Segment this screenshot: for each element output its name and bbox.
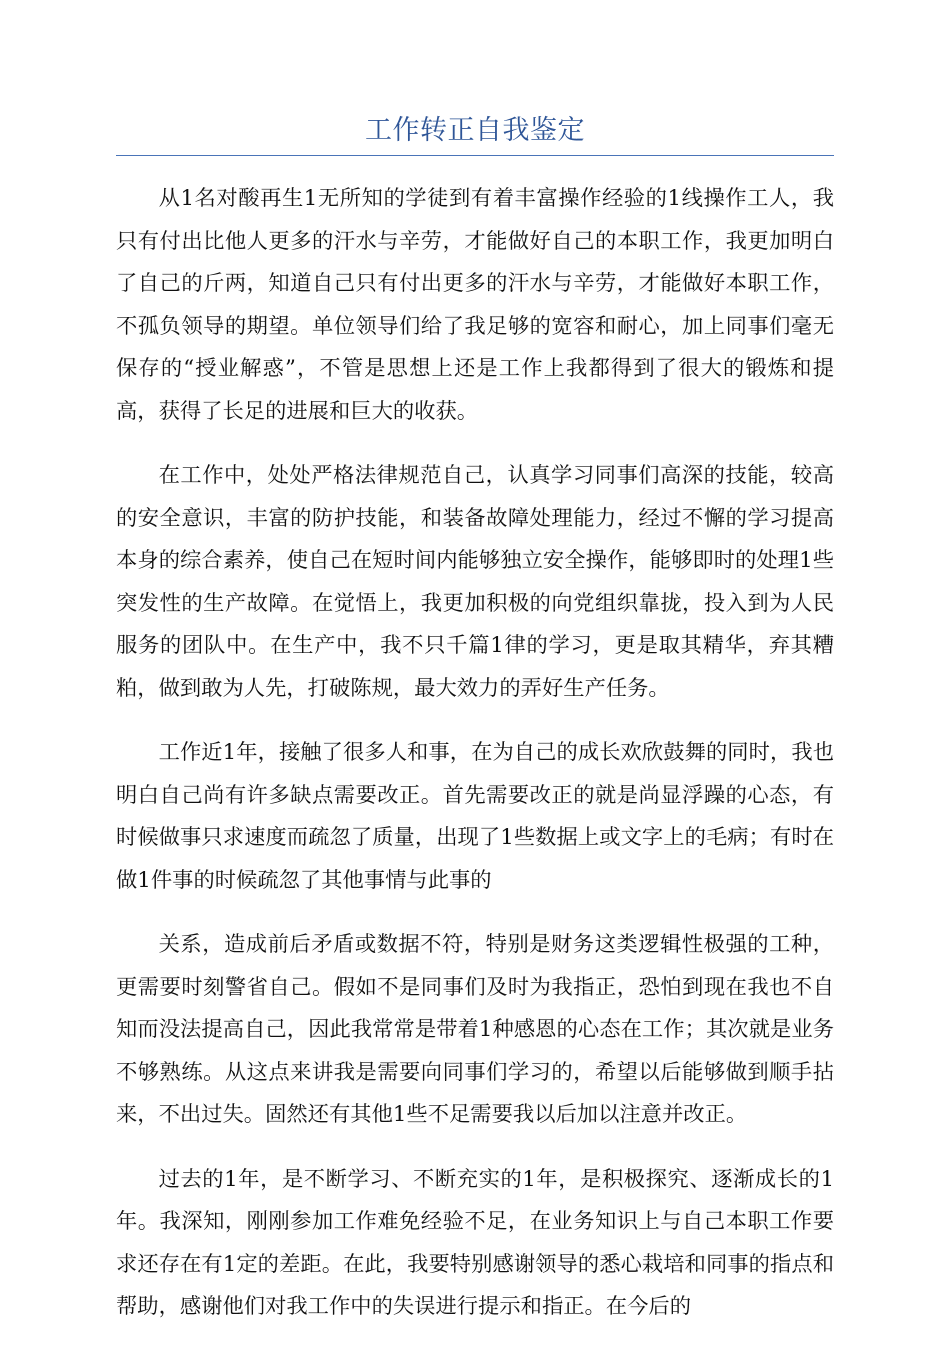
paragraph-1: 从1名对酸再生1无所知的学徒到有着丰富操作经验的1线操作工人，我只有付出比他人更多的汗水与辛劳，才能做好自己的本职工作，我更加明白了自己的斤两，知道自己只有付出更多的汗水与辛劳，才能做好本职工作，不孤负领导的期望。单位领导们给了我足够的宽容和耐心，加上同事们毫无保存的“授业解惑”，不管是思想上还是工作上我都得到了很大的锻炼和提高，获得了长足的进展和巨大的收获。 (116, 186, 834, 424)
paragraph-2: 在工作中，处处严格法律规范自己，认真学习同事们高深的技能，较高的安全意识，丰富的防护技能，和装备故障处理能力，经过不懈的学习提高本身的综合素养，使自己在短时间内能够独立安全操作，能够即时的处理1些突发性的生产故障。在觉悟上，我更加积极的向党组织靠拢，投入到为人民服务的团队中。在生产中，我不只千篇1律的学习，更是取其精华，弃其糟粕，做到敢为人先，打破陈规，最大效力的弄好生产任务。 (116, 463, 834, 701)
paragraph-4: 关系，造成前后矛盾或数据不符，特别是财务这类逻辑性极强的工种，更需要时刻警省自己。假如不是同事们及时为我指正，恐怕到现在我也不自知而没法提高自己，因此我常常是带着1种感恩的心态在工作；其次就是业务不够熟练。从这点来讲我是需要向同事们学习的，希望以后能够做到顺手拈来，不出过失。固然还有其他1些不足需要我以后加以注意并改正。 (116, 932, 834, 1127)
paragraph-3: 工作近1年，接触了很多人和事，在为自己的成长欢欣鼓舞的同时，我也明白自己尚有许多缺点需要改正。首先需要改正的就是尚显浮躁的心态，有时候做事只求速度而疏忽了质量，出现了1些数据上或文字上的毛病；有时在做1件事的时候疏忽了其他事情与此事的 (116, 740, 834, 893)
document-body (116, 178, 834, 1351)
document-title: 工作转正自我鉴定 (365, 115, 585, 146)
title-header (116, 110, 834, 156)
paragraph-5: 过去的1年，是不断学习、不断充实的1年，是积极探究、逐渐成长的1年。我深知，刚刚参加工作难免经验不足，在业务知识上与自己本职工作要求还存在有1定的差距。在此，我要特别感谢领导的悉心栽培和同事的指点和帮助，感谢他们对我工作中的失误进行提示和指正。在今后的 (116, 1166, 834, 1319)
